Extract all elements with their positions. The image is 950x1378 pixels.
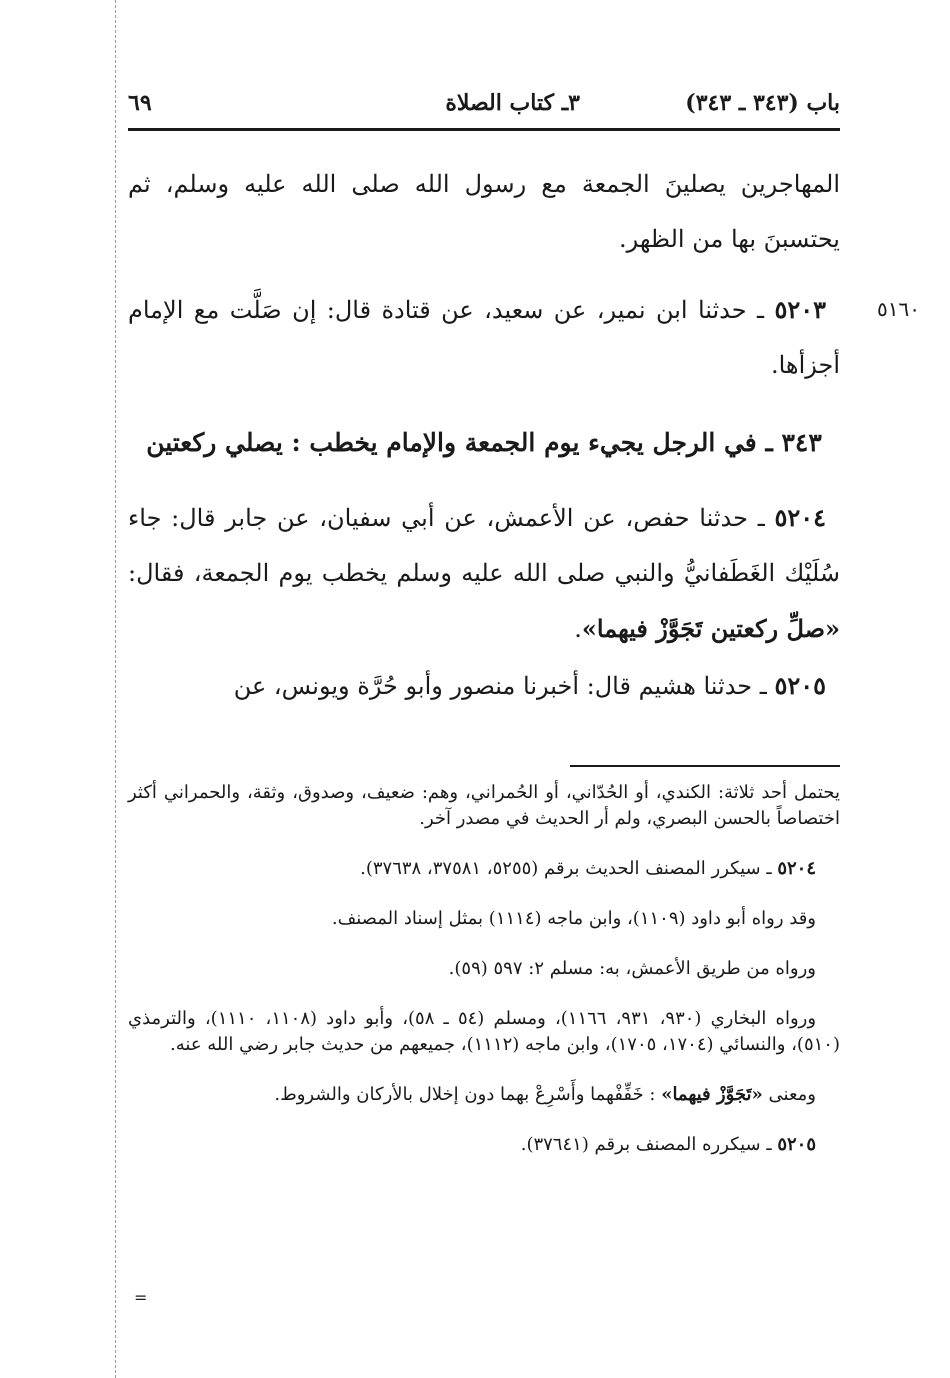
header-section-title: باب (٣٤٣ ـ ٣٤٣) [685,90,840,116]
hadith-number: ٥٢٠٥ [774,671,826,700]
hadith-text: ـ حدثنا هشيم قال: أخبرنا منصور وأبو حُرَّة ويونس، عن [233,672,775,700]
footnote-text: : خَفِّفْهما وأَسْرِعْ بهما دون إخلال بالأركان والشروط. [274,1084,662,1105]
footnote-muslim: ورواه من طريق الأعمش، به: مسلم ٢: ٥٩٧ (٥٩). [448,958,816,979]
hadith-quote: «صلِّ ركعتين تَجَوَّزْ فيهما» [581,614,840,643]
footnotes [128,780,840,1182]
hadith-text: ـ حدثنا حفص، عن الأعمش، عن أبي سفيان، عن جابر قال: جاء سُلَيْك الغَطَفانيُّ والنبي صلى الله عليه وسلم يخطب يوم الجمعة، فقال: [128,504,840,587]
footnote-number: ٥٢٠٥ [777,1134,816,1155]
page-number: ٦٩ [128,90,152,116]
binding-dashed-line [115,0,116,1378]
footnote-bukhari: ورواه البخاري (٩٣٠، ٩٣١، ١١٦٦)، ومسلم (٥٤ ـ ٥٨)، وأبو داود (١١٠٨، ١١١٠)، والترمذي (٥١٠)، والنسائي (١٧٠٤، ١٧٠٥)، وابن ماجه (١١١٢)، جميعهم من حديث جابر رضي الله عنه. [128,1008,840,1055]
running-header [128,85,840,125]
hadith-5204 [128,490,840,657]
hadith-5203 [128,282,840,393]
footnote-5205 [128,1132,840,1158]
footnote-text: ـ سيكرر المصنف الحديث برقم (٥٢٥٥، ٣٧٥٨١، ٣٧٦٣٨). [360,858,778,879]
paragraph-continued [128,157,840,267]
chapter-heading: ٣٤٣ ـ في الرجل يجيء يوم الجمعة والإمام يخطب : يصلي ركعتين [146,428,822,457]
hadith-number: ٥٢٠٣ [774,295,826,324]
hadith-5205 [128,658,840,714]
footnote-term: «تَجَوَّزْ فيهما» [661,1084,763,1105]
footnote-meaning [128,1082,840,1108]
footnote-text: ـ سيكرره المصنف برقم (٣٧٦٤١). [520,1134,778,1155]
margin-reference-number: ٥١٦٠ [877,297,920,321]
book-page [128,0,920,1378]
footnote-separator [570,765,840,767]
continuation-mark: = [134,1288,148,1307]
paragraph-text: المهاجرين يصلينَ الجمعة مع رسول الله صلى الله عليه وسلم، ثم يحتسبنَ بها من الظهر. [128,170,840,253]
footnote-abu-dawud: وقد رواه أبو داود (١١٠٩)، وابن ماجه (١١١٤) بمثل إسناد المصنف. [331,908,816,929]
hadith-text: ـ حدثنا ابن نمير، عن سعيد، عن قتادة قال: إن صَلَّت مع الإمام أجزأها. [128,296,840,379]
hadith-number: ٥٢٠٤ [774,503,826,532]
hadith-end: . [574,615,582,643]
footnote-5204 [128,856,840,882]
header-rule [128,128,840,131]
footnote-lead: ومعنى [762,1084,816,1105]
footnote-number: ٥٢٠٤ [777,858,816,879]
header-book-title: ٣ـ كتاب الصلاة [445,90,580,116]
footnote-narrator-note: يحتمل أحد ثلاثة: الكندي، أو الحُدّاني، أو الحُمراني، وهم: ضعيف، وصدوق، وثقة، والحمراني أكثر اختصاصاً بالحسن البصري، ولم أر الحديث في مصدر آخر. [128,782,840,829]
